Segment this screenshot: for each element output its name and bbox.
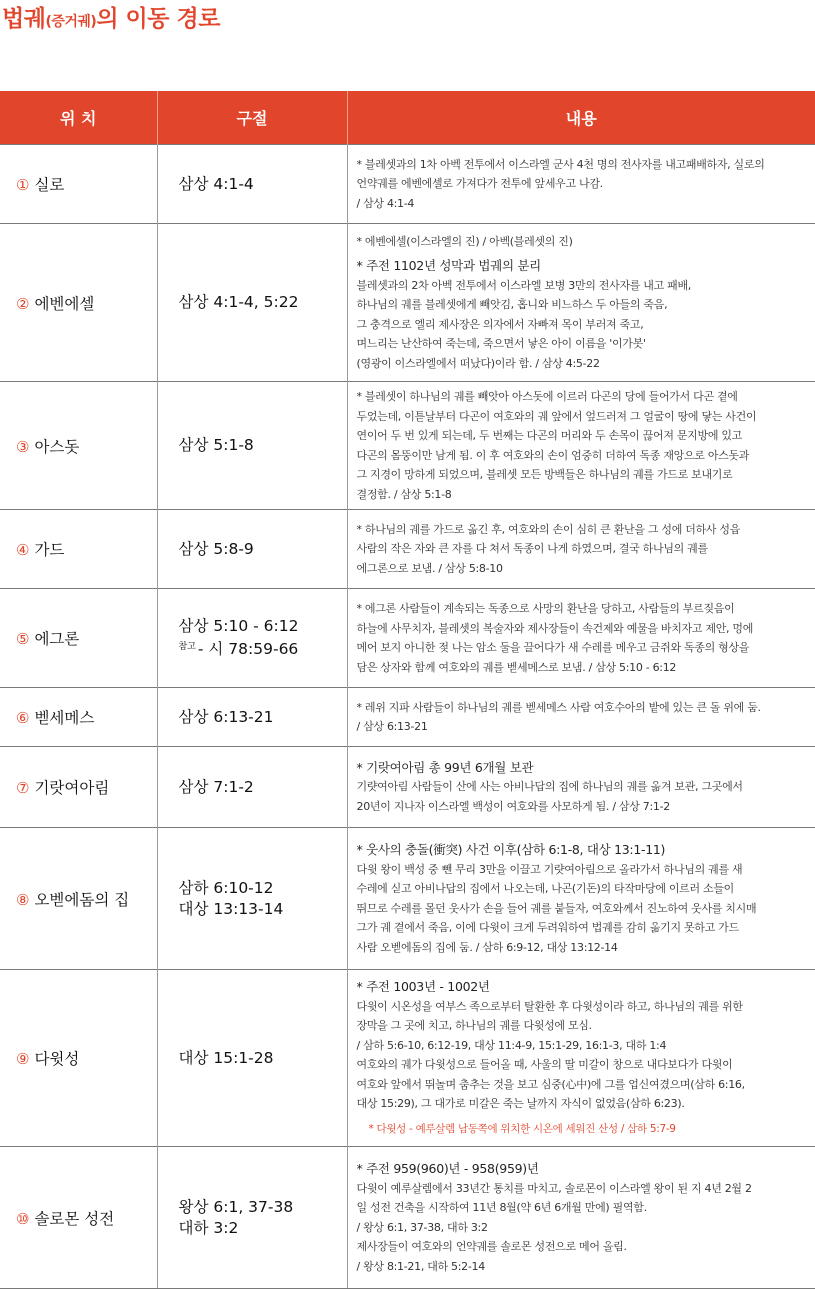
verse-ref: 삼상 5:10 - 6:12	[178, 617, 299, 635]
content-line: / 삼상 6:13-21	[356, 720, 428, 733]
content-line: 기럇여아림 사람들이 산에 사는 아비나답의 집에 하나님의 궤를 옮겨 보관, 그곳에서	[356, 780, 743, 794]
location-name: 솔로몬 성전	[34, 1209, 115, 1228]
content-line: 연이어 두 번 있게 되는데, 두 번째는 다곤의 머리와 두 손목이 끊어져 문지방에 있고	[356, 429, 743, 442]
location-name: 오벧에돔의 집	[34, 890, 130, 909]
content-line: * 하나님의 궤를 가드로 옮긴 후, 여호와의 손이 심히 큰 환난을 그 성에 더하사 성읍	[356, 522, 741, 536]
content-bullet	[357, 387, 812, 504]
verse-cell	[157, 510, 347, 589]
content-line: 두었는데, 이튿날부터 다곤이 여호와의 궤 앞에서 엎드러져 그 얼굴이 땅에 닿는 사건이	[356, 409, 757, 423]
verse-cell	[157, 145, 347, 224]
row-number: ⑦	[16, 779, 30, 797]
location-name: 아스돗	[34, 437, 80, 456]
row-number: ⑤	[16, 630, 30, 648]
row-number: ③	[16, 437, 30, 456]
row-number: ⑨	[16, 1050, 30, 1068]
location-cell	[0, 747, 157, 828]
content-bullet	[357, 232, 812, 252]
content-line: * 기랏여아림 총 99년 6개월 보관	[356, 759, 534, 775]
content-line: * 에그론 사람들이 계속되는 독종으로 사망의 환난을 당하고, 사람들의 부르짖음이	[356, 602, 735, 615]
content-bullet	[357, 155, 812, 214]
row-number: ⑥	[16, 709, 30, 727]
reference-note	[179, 637, 347, 660]
content-line: 언약궤를 에벤에셀로 가져다가 전투에 앞세우고 나감.	[356, 177, 603, 191]
table-row	[0, 970, 815, 1147]
row-number: ⑩	[16, 1209, 30, 1228]
row-number: ①	[16, 176, 30, 194]
content-cell	[347, 382, 815, 510]
header-verse: 구절	[157, 91, 347, 145]
content-line: 여호와의 궤가 다윗성으로 들어올 때, 사울의 딸 미갈이 창으로 내다보다가 다윗이	[356, 1058, 733, 1071]
content-cell	[347, 145, 815, 224]
title-sub: (증거궤)	[45, 14, 97, 30]
content-bullet	[357, 698, 812, 737]
content-bullet	[357, 977, 812, 1114]
verse-cell	[157, 970, 347, 1147]
content-line: 메어 보지 아니한 젖 나는 암소 둘을 끌어다가 새 수레를 메우고 금쥐와 독종의 형상을	[356, 641, 750, 654]
table-header-row	[0, 91, 815, 145]
title-rest: 의 이동 경로	[96, 6, 220, 32]
content-bullet	[357, 256, 812, 373]
content-line: 다윗이 시온성을 여부스 족으로부터 탈환한 후 다윗성이라 하고, 하나님의 궤를 위한	[356, 999, 743, 1013]
content-line: 블레셋과의 2차 아벡 전투에서 이스라엘 보병 3만의 전사자를 내고 패배,	[356, 278, 691, 292]
verse-ref: 삼상 6:13-21	[178, 707, 274, 726]
page-title	[2, 0, 220, 33]
table-row	[0, 145, 815, 224]
verse-cell	[157, 828, 347, 970]
location-cell	[0, 145, 157, 224]
table-row	[0, 828, 815, 970]
content-cell	[347, 688, 815, 747]
verse-ref: 삼하 6:10-12	[178, 878, 274, 897]
content-cell	[347, 510, 815, 589]
table-row	[0, 382, 815, 510]
row-number: ④	[16, 541, 30, 559]
location-cell	[0, 970, 157, 1147]
location-name: 실로	[34, 176, 65, 194]
content-line: 에그론으로 보냄. / 삼상 5:8-10	[356, 561, 503, 575]
content-cell	[347, 828, 815, 970]
verse-cell	[157, 589, 347, 688]
content-line: 대상 15:29), 그 대가로 미갈은 죽는 날까지 자식이 없었음(삼하 6:23).	[356, 1097, 685, 1110]
content-line: 며느리는 난산하여 죽는데, 죽으면서 낳은 아이 이름을 '이가봇'	[356, 337, 646, 351]
location-cell	[0, 828, 157, 970]
content-line: 장막을 그 곳에 치고, 하나님의 궤를 다윗성에 모심.	[356, 1019, 592, 1032]
title-main: 법궤	[2, 6, 46, 32]
verse-ref: 삼상 7:1-2	[178, 777, 254, 796]
ark-route-table	[0, 91, 815, 1289]
content-cell	[347, 970, 815, 1147]
content-line: / 삼하 5:6-10, 6:12-19, 대상 11:4-9, 15:1-29, 16:1-3, 대하 1:4	[356, 1038, 667, 1052]
content-line: 그 지경이 망하게 되었으며, 블레셋 모든 방백들은 하나님의 궤를 가드로 보내기로	[356, 468, 733, 481]
content-bullet	[357, 520, 812, 579]
verse-ref: 삼상 5:8-9	[178, 539, 254, 558]
content-cell	[347, 747, 815, 828]
content-line: 제사장들이 여호와의 언약궤를 솔로몬 성전으로 메어 올림.	[356, 1240, 627, 1253]
content-bullet	[357, 840, 812, 957]
table-row	[0, 1147, 815, 1289]
header-content: 내용	[347, 91, 815, 145]
content-line: 20년이 지나자 이스라엘 백성이 여호와를 사모하게 됨. / 삼상 7:1-2	[356, 799, 670, 813]
content-line: 사람의 작은 자와 큰 자를 다 쳐서 독종이 나게 하였으며, 결국 하나님의 궤를	[356, 542, 708, 556]
content-line: / 왕상 6:1, 37-38, 대하 3:2	[356, 1220, 488, 1234]
content-line: * 주전 959(960)년 - 958(959)년	[356, 1161, 539, 1176]
verse-ref: 대상 13:13-14	[178, 899, 284, 918]
content-line: * 블레셋과의 1차 아벡 전투에서 이스라엘 군사 4천 명의 전사자를 내고패배하자, 실로의	[356, 157, 765, 171]
content-line: 담은 상자와 함께 여호와의 궤를 벧세메스로 보냄. / 삼상 5:10 - 6:12	[356, 660, 677, 674]
header-location: 위 치	[0, 91, 157, 145]
content-line: 여호와 앞에서 뛰놀며 춤추는 것을 보고 심중(心中)에 그를 업신여겼으며(삼하 6:16,	[356, 1077, 745, 1091]
note-verse: - 시 78:59-66	[197, 640, 299, 658]
location-cell	[0, 224, 157, 382]
content-line: 다윗이 예루살렘에서 33년간 통치를 마치고, 솔로몬이 이스라엘 왕이 된 지 4년 2월 2	[356, 1181, 752, 1195]
content-line: 그 충격으로 엘리 제사장은 의자에서 자빠져 목이 부러져 죽고,	[356, 317, 644, 331]
content-line: * 주전 1102년 성막과 법궤의 분리	[356, 258, 541, 274]
content-line: 하늘에 사무치자, 블레셋의 복술자와 제사장들이 속건제와 예물을 바치자고 제안, 멍에	[356, 621, 754, 635]
content-line: 그가 궤 곁에서 죽음, 이에 다윗이 크게 두려워하여 법궤를 감히 옮기지 못하고 가드	[356, 921, 739, 934]
verse-cell	[157, 382, 347, 510]
content-cell	[347, 1147, 815, 1289]
content-line: 다곤의 몸뚱이만 남게 됨. 이 후 여호와의 손이 엄중히 더하여 독종 재앙으로 아스돗과	[356, 448, 750, 462]
content-line: / 왕상 8:1-21, 대하 5:2-14	[356, 1259, 485, 1273]
content-line: 일 성전 건축을 시작하여 11년 8월(약 6년 6개월 만에) 필역함.	[356, 1201, 647, 1214]
table-row	[0, 747, 815, 828]
location-cell	[0, 1147, 157, 1289]
content-line: * 레위 지파 사람들이 하나님의 궤를 벧세메스 사람 여호수아의 밭에 있는 큰 돌 위에 둠.	[356, 700, 761, 714]
content-line: / 삼상 4:1-4	[356, 196, 415, 210]
location-cell	[0, 382, 157, 510]
content-line: 수레에 싣고 아비나답의 집에서 나오는데, 나곤(기돈)의 타작마당에 이르러 소들이	[356, 882, 735, 895]
verse-cell	[157, 747, 347, 828]
verse-ref: 대하 3:2	[178, 1218, 239, 1237]
verse-ref: 삼상 4:1-4	[178, 174, 254, 193]
content-line: * 블레셋이 하나님의 궤를 빼앗아 아스돗에 이르러 다곤의 당에 들어가서 다곤 곁에	[356, 390, 738, 403]
verse-cell	[157, 688, 347, 747]
location-name: 에그론	[34, 630, 80, 648]
location-name: 가드	[34, 541, 65, 559]
content-bullet	[357, 758, 812, 817]
content-line: 결정함. / 삼상 5:1-8	[356, 487, 452, 501]
content-cell	[347, 224, 815, 382]
location-cell	[0, 589, 157, 688]
content-bullet	[357, 1159, 812, 1276]
location-name: 에벤에셀	[34, 294, 95, 313]
verse-cell	[157, 1147, 347, 1289]
location-cell	[0, 510, 157, 589]
verse-cell	[157, 224, 347, 382]
note-label: 참고	[178, 642, 196, 652]
content-line: 뛰므로 수레를 몰던 웃사가 손을 들어 궤를 붙들자, 여호와께서 진노하여 웃사를 치시매	[356, 901, 757, 915]
content-cell	[347, 589, 815, 688]
verse-ref: 왕상 6:1, 37-38	[178, 1197, 294, 1216]
content-line: * 웃사의 충돌(衝突) 사건 이후(삼하 6:1-8, 대상 13:1-11)	[356, 842, 666, 857]
verse-ref: 삼상 4:1-4, 5:22	[178, 293, 299, 311]
content-line: 다윗 왕이 백성 중 뺀 무리 3만을 이끌고 기럇여아림으로 올라가서 하나님의 궤를 새	[356, 862, 743, 876]
table-row	[0, 510, 815, 589]
location-name: 기랏여아림	[34, 779, 110, 797]
content-line: * 주전 1003년 - 1002년	[356, 979, 490, 994]
content-bullet	[357, 599, 812, 677]
location-cell	[0, 688, 157, 747]
row-number: ⑧	[16, 890, 30, 909]
table-row	[0, 688, 815, 747]
table-body	[0, 145, 815, 1289]
row-number: ②	[16, 294, 30, 313]
content-line: 사람 오벧에돔의 집에 둠. / 삼하 6:9-12, 대상 13:12-14	[356, 940, 618, 954]
table-row	[0, 224, 815, 382]
content-line: * 에벤에셀(이스라엘의 진) / 아벡(블레셋의 진)	[356, 234, 573, 248]
content-line: 하나님의 궤를 블레셋에게 빼앗김, 홉니와 비느하스 두 아들의 죽음,	[356, 298, 668, 312]
verse-ref: 대상 15:1-28	[178, 1048, 274, 1067]
table-row	[0, 589, 815, 688]
red-note: * 다윗성 - 예루살렘 남동쪽에 위치한 시온에 세워진 산성 / 삼하 5:7-9	[368, 1122, 676, 1135]
location-name: 벧세메스	[34, 709, 95, 727]
verse-ref: 삼상 5:1-8	[178, 436, 254, 454]
location-name: 다윗성	[34, 1050, 80, 1068]
content-line: (영광이 이스라엘에서 떠났다)이라 함. / 삼상 4:5-22	[356, 356, 600, 370]
